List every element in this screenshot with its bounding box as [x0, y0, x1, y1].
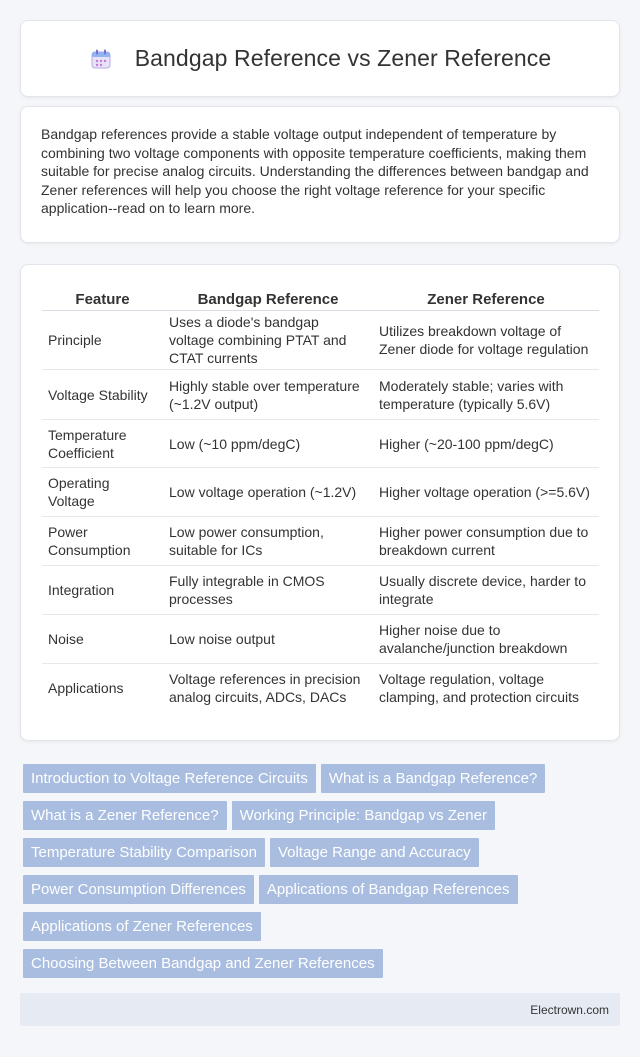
bandgap-cell: Low voltage operation (~1.2V) — [163, 468, 373, 517]
bandgap-cell: Fully integrable in CMOS processes — [163, 566, 373, 615]
table-row — [42, 664, 599, 713]
topic-link-power-consumption[interactable]: Power Consumption Differences — [23, 875, 254, 904]
feature-cell: Operating Voltage — [42, 468, 163, 517]
comparison-table — [42, 285, 599, 713]
feature-cell: Voltage Stability — [42, 370, 163, 420]
topic-link-what-is-bandgap[interactable]: What is a Bandgap Reference? — [321, 764, 545, 793]
bandgap-cell: Low power consumption, suitable for ICs — [163, 517, 373, 566]
related-topics — [23, 764, 603, 986]
footer-site-name: Electrown.com — [530, 1003, 609, 1017]
feature-cell: Temperature Coefficient — [42, 420, 163, 468]
topic-link-introduction[interactable]: Introduction to Voltage Reference Circuits — [23, 764, 316, 793]
calendar-icon — [89, 47, 113, 71]
table-row — [42, 370, 599, 420]
bandgap-cell: Voltage references in precision analog circuits, ADCs, DACs — [169, 671, 361, 706]
table-row — [42, 566, 599, 615]
topic-link-temperature-stability[interactable]: Temperature Stability Comparison — [23, 838, 265, 867]
bandgap-cell: Low noise output — [163, 615, 373, 664]
topic-link-what-is-zener[interactable]: What is a Zener Reference? — [23, 801, 227, 830]
feature-cell: Integration — [42, 566, 163, 615]
footer — [20, 993, 620, 1026]
zener-cell: Higher voltage operation (>=5.6V) — [373, 468, 599, 517]
topic-link-choosing[interactable]: Choosing Between Bandgap and Zener References — [23, 949, 383, 978]
topic-link-voltage-range[interactable]: Voltage Range and Accuracy — [270, 838, 479, 867]
table-row — [42, 615, 599, 664]
topic-link-zener-applications[interactable]: Applications of Zener References — [23, 912, 261, 941]
feature-cell: Principle — [42, 311, 163, 370]
zener-cell: Usually discrete device, harder to integrate — [373, 566, 599, 615]
feature-cell: Applications — [48, 680, 124, 697]
table-header-row — [42, 285, 599, 311]
bandgap-cell: Highly stable over temperature (~1.2V output) — [163, 370, 373, 420]
feature-cell: Noise — [42, 615, 163, 664]
title-card — [20, 20, 620, 97]
zener-cell: Higher power consumption due to breakdown current — [373, 517, 599, 566]
zener-cell: Higher noise due to avalanche/junction breakdown — [373, 615, 599, 664]
topic-link-working-principle[interactable]: Working Principle: Bandgap vs Zener — [232, 801, 495, 830]
bandgap-cell: Uses a diode's bandgap voltage combining PTAT and CTAT currents — [163, 311, 373, 370]
comparison-table-card — [20, 264, 620, 741]
header-zener: Zener Reference — [373, 285, 599, 311]
feature-cell: Power Consumption — [42, 517, 163, 566]
table-row — [42, 468, 599, 517]
table-row — [42, 517, 599, 566]
zener-cell: Moderately stable; varies with temperature (typically 5.6V) — [373, 370, 599, 420]
topic-link-bandgap-applications[interactable]: Applications of Bandgap References — [259, 875, 518, 904]
intro-paragraph: Bandgap references provide a stable voltage output independent of temperature by combining two voltage components with opposite temperature coefficients, making them suitable for precise analog circuits. Understanding the differences between bandgap and Zener references will help you choose the right voltage reference for your specific application--read on to learn more. — [41, 126, 589, 216]
header-bandgap: Bandgap Reference — [163, 285, 373, 311]
zener-cell: Utilizes breakdown voltage of Zener diode for voltage regulation — [373, 311, 599, 370]
bandgap-cell: Low (~10 ppm/degC) — [163, 420, 373, 468]
zener-cell: Higher (~20-100 ppm/degC) — [373, 420, 599, 468]
table-row — [42, 311, 599, 370]
intro-card — [20, 106, 620, 243]
header-feature: Feature — [42, 285, 163, 311]
page-title: Bandgap Reference vs Zener Reference — [134, 45, 552, 71]
table-row — [42, 420, 599, 468]
zener-cell: Voltage regulation, voltage clamping, and protection circuits — [379, 671, 579, 706]
